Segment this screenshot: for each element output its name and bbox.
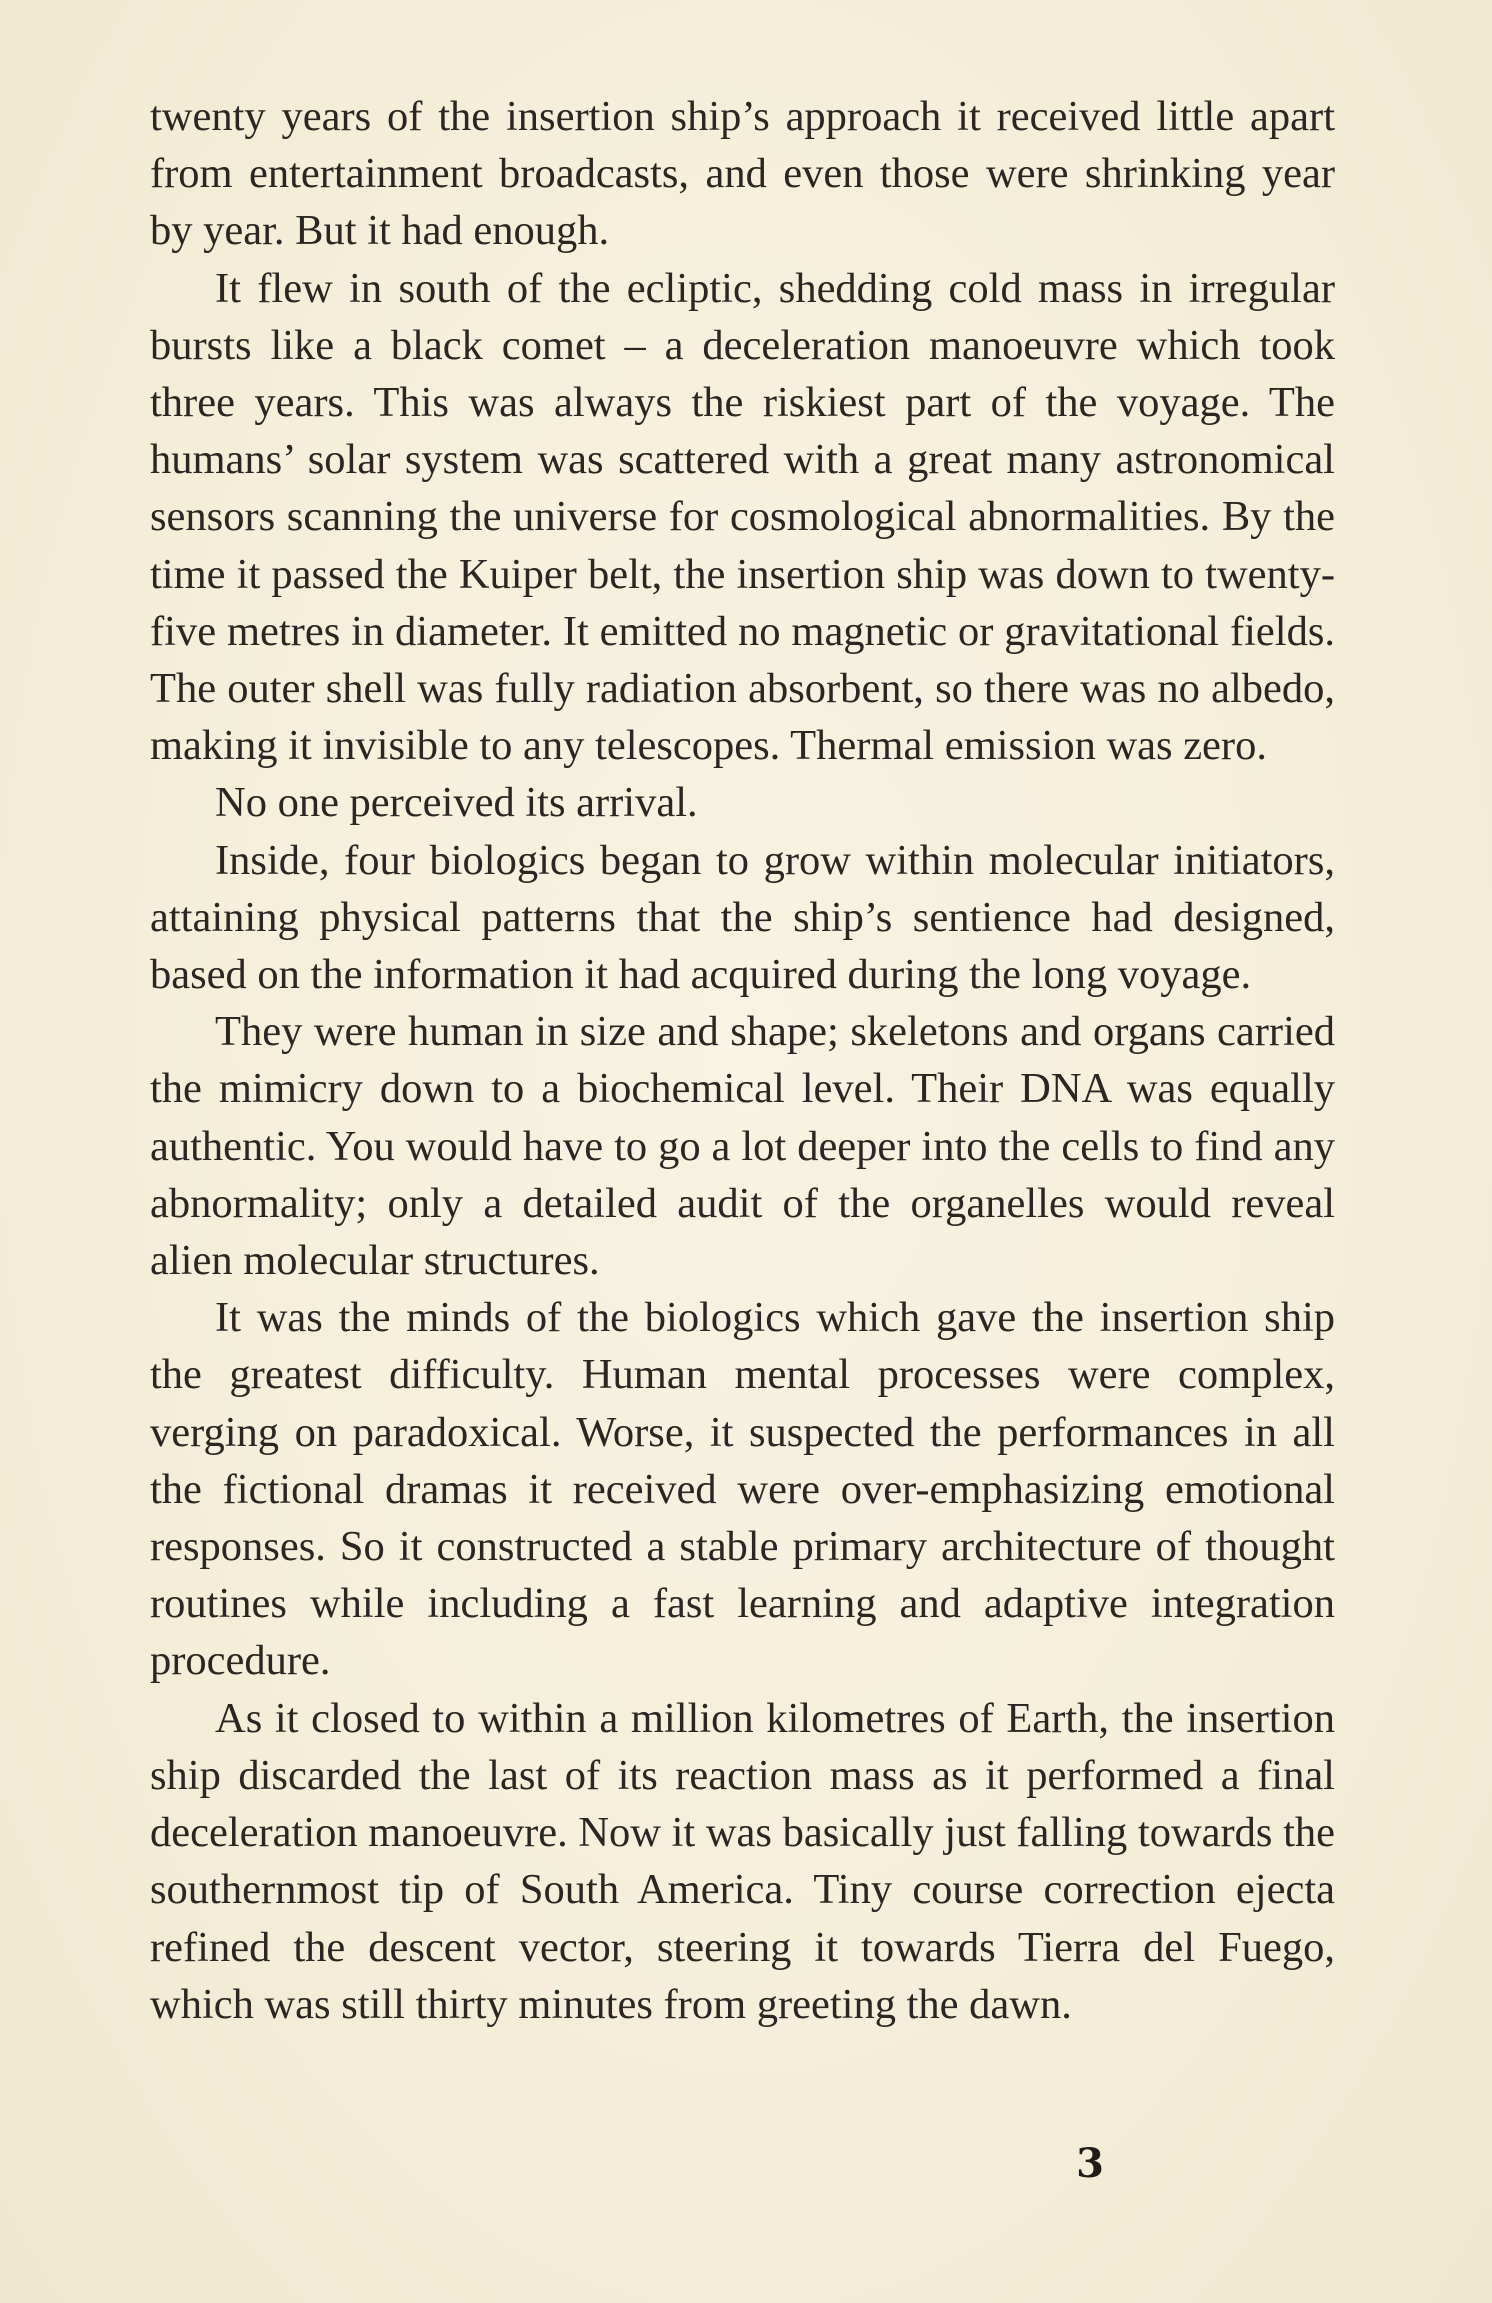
paragraph: They were human in size and shape; skeletons and organs carried the mimicry down to a biochemical level. Their DNA was equally authentic. You would have to go a lot deeper into the cells to find any abnormality; only a detailed audit of the organelles would reveal alien molecular structures.: [150, 1008, 1335, 1285]
paragraph: It flew in south of the ecliptic, shedding cold mass in irregular bursts like a black comet – a deceleration manoeuvre which took three years. This was always the riskiest part of the voyage. The humans’ solar system was scattered with a great many astronomical sensors scanning the universe for cosmological abnormalities. By the time it passed the Kuiper belt, the insertion ship was down to twenty-five metres in diameter. It emitted no magnetic or gravitational fields. The outer shell was fully radiation absorbent, so there was no albedo, making it invisible to any telescopes. Thermal emission was zero.: [150, 264, 1335, 770]
paragraph: Inside, four biologics began to grow within molecular initiators, attaining physical patterns that the ship’s sentience had designed, based on the information it had acquired during the long voyage.: [150, 836, 1335, 999]
paragraph: As it closed to within a million kilometres of Earth, the insertion ship discarded the last of its reaction mass as it performed a final deceleration manoeuvre. Now it was basically just falling towards the southernmost tip of South America. Tiny course correction ejecta refined the descent vector, steering it towards Tierra del Fuego, which was still thirty minutes from greeting the dawn.: [150, 1694, 1335, 2028]
page-number: 3: [1076, 2140, 1104, 2187]
paragraph: No one perceived its arrival.: [215, 779, 698, 827]
paragraph-continued: twenty years of the insertion ship’s approach it received little apart from entertainment broadcasts, and even those were shrinking year by year. But it had enough.: [150, 93, 1335, 255]
paragraph: It was the minds of the biologics which gave the insertion ship the greatest difficulty. Human mental processes were complex, verging on paradoxical. Worse, it suspected the performances in all the fictional dramas it received were over-emphasizing emotional responses. So it constructed a stable primary architecture of thought routines while including a fast learning and adaptive integration procedure.: [150, 1294, 1335, 1685]
body-text: [150, 88, 1335, 2033]
